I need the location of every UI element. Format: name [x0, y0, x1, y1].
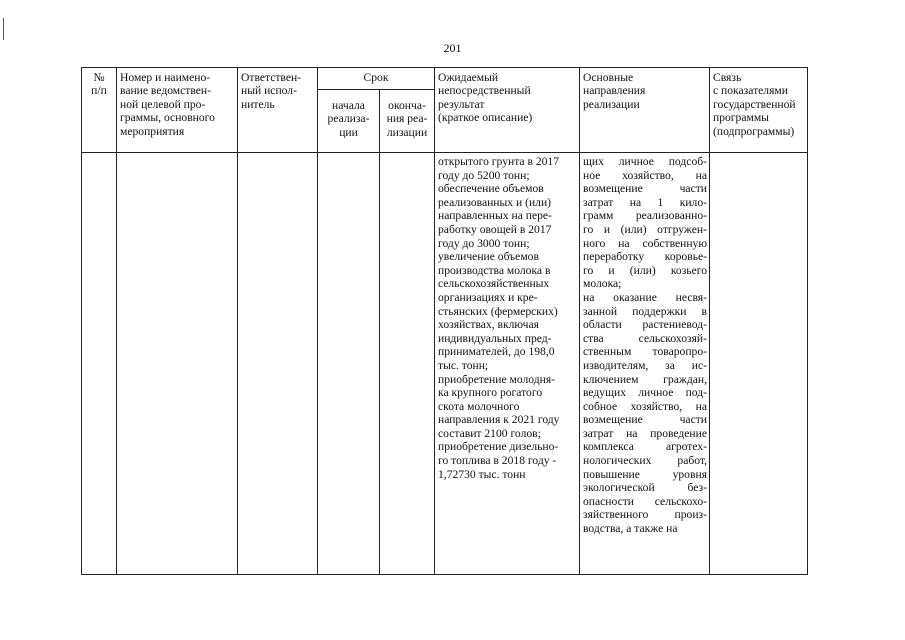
result-line: приобретение молодня-	[438, 372, 556, 386]
header-result: Ожидаемый непосредственный результат (краткое описание)	[438, 71, 533, 125]
page-number: 201	[443, 41, 462, 55]
result-cell	[438, 155, 578, 481]
result-line: го топлива в 2018 году -	[438, 454, 557, 468]
scan-edge-mark	[3, 18, 4, 40]
directions-line: опасности сельскохо-	[583, 494, 707, 508]
directions-line: затрат на 1 кило-	[583, 195, 707, 209]
header-term-end: оконча- ния реа- лизации	[386, 99, 428, 139]
directions-line: щих личное подсоб-	[583, 155, 707, 168]
result-line: принимателей, до 198,0	[438, 345, 555, 359]
result-line: направленных на пере-	[438, 209, 552, 223]
directions-line: собное хозяйство, на	[583, 399, 707, 413]
result-line: году до 3000 тонн;	[438, 236, 530, 250]
result-line: тыс. тонн;	[438, 358, 489, 372]
header-term: Срок	[363, 71, 389, 84]
directions-line: молока;	[583, 277, 622, 291]
result-line: увеличение объемов	[438, 250, 539, 264]
result-line: 1,72730 тыс. тонн	[438, 467, 526, 481]
directions-cell	[583, 155, 707, 536]
directions-line: ключением граждан,	[583, 372, 707, 386]
directions-line: изводителям, за ис-	[583, 358, 707, 372]
directions-line: на оказание несвя-	[583, 290, 707, 304]
directions-line: водства, а также на	[583, 522, 678, 536]
directions-line: ного на собственную	[583, 236, 707, 250]
header-executor: Ответствен- ный испол- нитель	[241, 71, 302, 111]
result-line: составит 2100 голов;	[438, 426, 541, 440]
directions-line: занной поддержки в	[583, 304, 707, 318]
result-line: открытого грунта в 2017	[438, 155, 560, 168]
directions-line: го и (или) отгружен-	[583, 222, 707, 236]
result-line: ка крупного рогатого	[438, 386, 543, 400]
directions-line: ственным товаропро-	[583, 345, 707, 359]
result-line: производства молока в	[438, 263, 551, 277]
result-line: работку овощей в 2017	[438, 222, 552, 236]
directions-line: зяйственного произ-	[583, 508, 707, 522]
result-line: направления к 2021 году	[438, 413, 560, 427]
result-line: скота молочного	[438, 399, 520, 413]
header-term-start: начала реализа- ции	[327, 99, 370, 139]
directions-line: затрат на проведение	[583, 426, 707, 440]
result-line: хозяйствах, включая	[438, 318, 539, 332]
directions-line: ное хозяйство, на	[583, 168, 707, 182]
result-line: реализованных и (или)	[438, 195, 552, 209]
directions-line: ведущих личное под-	[583, 386, 707, 400]
directions-line: го и (или) козьего	[583, 263, 707, 277]
directions-line: ства сельскохозяй-	[583, 331, 707, 345]
result-line: организациях и кре-	[438, 290, 538, 304]
directions-line: нологических работ,	[583, 454, 707, 468]
header-directions: Основные направления реализации	[583, 71, 646, 111]
result-line: году до 5200 тонн;	[438, 168, 530, 182]
result-line: обеспечение объемов	[438, 182, 544, 196]
result-line: индивидуальных пред-	[438, 331, 552, 345]
header-num: № п/п	[91, 71, 107, 98]
directions-line: области растениевод-	[583, 318, 707, 332]
result-line: сельскохозяйственных	[438, 277, 550, 291]
directions-line: комплекса агротех-	[583, 440, 707, 454]
directions-line: повышение уровня	[583, 467, 707, 481]
directions-line: возмещение части	[583, 182, 707, 196]
header-link: Связь с показателями государственной программы (подпрограммы)	[713, 71, 796, 138]
directions-line: грамм реализованно-	[583, 209, 707, 223]
result-line: стьянских (фермерских)	[438, 304, 558, 318]
header-program: Номер и наимено- вание ведомствен- ной целевой про- граммы, основного мероприятия	[120, 71, 215, 138]
directions-line: переработку коровье-	[583, 250, 707, 264]
directions-line: экологической без-	[583, 481, 707, 495]
directions-line: возмещение части	[583, 413, 707, 427]
result-line: приобретение дизельно-	[438, 440, 559, 454]
